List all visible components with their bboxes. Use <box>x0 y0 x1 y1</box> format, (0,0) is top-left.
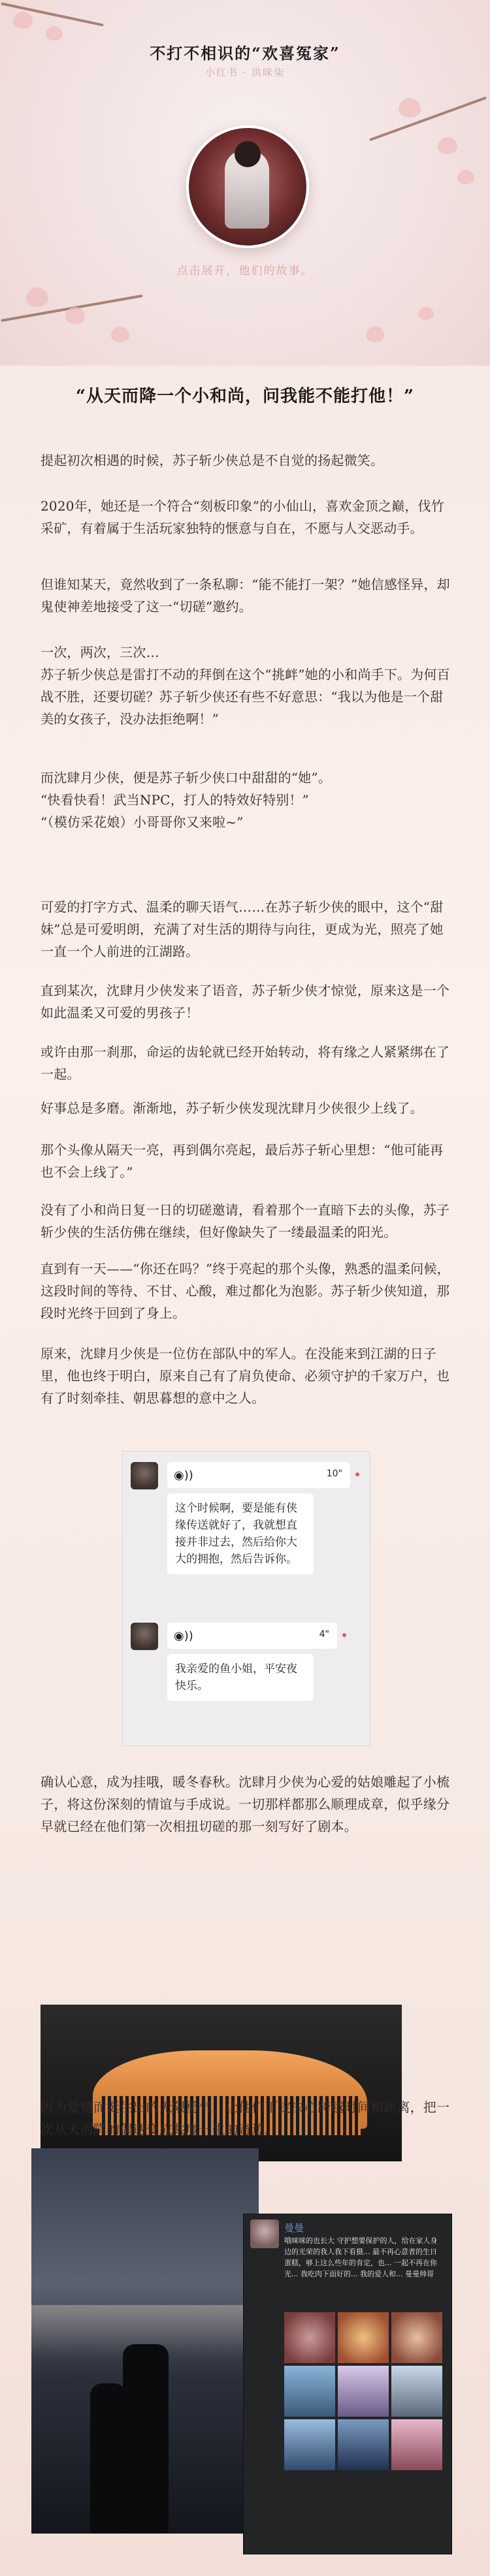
paragraph: 没有了小和尚日复一日的切磋邀请，看着那个一直暗下去的头像，苏子斩少侠的生活仿佛在继续，但好像缺失了一缕最温柔的阳光。 <box>41 1202 450 1240</box>
header-banner <box>0 0 490 366</box>
figure-head <box>235 141 261 167</box>
paragraph: 可爱的打字方式、温柔的聊天语气……在苏子斩少侠的眼中，这个“甜妹”总是可爱明朗，充满了对生活的期待与向往，更成为光，照亮了她一直一个人前进的江湖路。 <box>41 899 444 959</box>
post-photo[interactable] <box>284 2419 335 2470</box>
voice-message[interactable] <box>167 1462 350 1488</box>
voice-duration: 10" <box>326 1469 342 1479</box>
petal <box>13 12 33 29</box>
paragraph: 2020年，她还是一个符合“刻板印象”的小仙山，喜欢金顶之巅，伐竹采矿，有着属于生活玩家独特的惬意与自在，不愿与人交恶动手。 <box>41 498 444 536</box>
petal <box>457 170 474 184</box>
post-avatar <box>250 2219 279 2248</box>
voice-message[interactable] <box>167 1623 337 1649</box>
unread-dot <box>355 1472 359 1476</box>
paragraph: 一次，两次，三次… 苏子斩少侠总是雷打不动的拜倒在这个“挑衅”她的小和尚手下。为何百战不胜，还要切磋？苏子斩少侠还有些不好意思：“我以为他是一个甜美的女孩子，没办法拒绝啊！” <box>41 644 450 727</box>
petal <box>366 326 384 342</box>
petal <box>46 26 63 40</box>
post-photo[interactable] <box>284 2312 335 2363</box>
voice-duration: 4" <box>319 1629 329 1640</box>
paragraph: 直到某次，沈肆月少侠发来了语音，苏子斩少侠才惊觉，原来这是一个如此温柔又可爱的男孩子！ <box>41 983 450 1021</box>
paragraph: 或许由那一刹那，命运的齿轮就已经开始转动，将有缘之人紧紧绑在了一起。 <box>41 1044 450 1082</box>
post-photo[interactable] <box>391 2419 442 2470</box>
social-post-screenshot <box>243 2214 452 2554</box>
post-author: 曼曼 <box>284 2222 304 2234</box>
paragraph: 确认心意，成为挂哦，暖冬春秋。沈肆月少侠为心爱的姑娘雕起了小梳子，将这份深刻的情谊与手成说。一切那样都那么顺理成章，似乎缘分早就已经在他们第一次相扭切磋的那一刻写好了剧本。 <box>41 1774 450 1834</box>
paragraph: 原来，沈肆月少侠是一位仿在部队中的军人。在没能来到江湖的日子里，他也终于明白，原来自己有了肩负使命、必须守护的千家万户，也有了时刻牵挂、朝思暮想的意中之人。 <box>41 1346 450 1406</box>
voice-transcript: 这个时候啊，要是能有侠缘传送就好了，我就想直接并非过去，然后给你大大的拥抱，然后告诉你。 <box>167 1493 314 1574</box>
voice-transcript: 我亲爱的鱼小姐，平安夜快乐。 <box>167 1654 314 1701</box>
story-heading: “从天而降一个小和尚，问我能不能打他！” <box>76 387 414 406</box>
paragraph: 提起初次相遇的时候，苏子斩少侠总是不自觉的扬起微笑。 <box>41 453 384 468</box>
header-subtitle: 小红书 · 洪咪柒 <box>204 67 286 78</box>
paragraph: 但谁知某天，竟然收到了一条私聊：“能不能打一架？”她信感怪异，却鬼使神差地接受了这一“切磋”邀约。 <box>41 577 450 614</box>
petal <box>65 307 85 324</box>
chat-screenshot <box>122 1451 370 1746</box>
voice-wave-icon: ◉)) <box>174 1469 193 1482</box>
post-photo[interactable] <box>284 2366 335 2417</box>
couple-avatar-image <box>186 125 309 248</box>
post-photo[interactable] <box>391 2366 442 2417</box>
unread-dot <box>342 1633 346 1637</box>
chat-avatar <box>131 1462 158 1489</box>
petal <box>418 307 434 320</box>
petal <box>26 287 48 307</box>
blossom-branch <box>369 97 487 142</box>
post-photo[interactable] <box>391 2312 442 2363</box>
header-title: 不打不相识的“欢喜冤家” <box>150 44 340 63</box>
voice-wave-icon: ◉)) <box>174 1629 193 1643</box>
post-photo[interactable] <box>338 2419 389 2470</box>
paragraph: 而沈肆月少侠，便是苏子斩少侠口中甜甜的“她”。 “快看快看！武当NPC，打人的特效好特别！” “（模仿采花娘）小哥哥你又来啦~” <box>41 770 332 830</box>
person-silhouette <box>123 2344 169 2534</box>
paragraph: 好事总是多磨。渐渐地，苏子斩少侠发现沈肆月少侠很少上线了。 <box>41 1100 423 1116</box>
couple-night-photo <box>31 2148 259 2534</box>
header-caption[interactable]: 点击展开，他们的故事。 <box>176 264 314 278</box>
chat-avatar <box>131 1623 158 1650</box>
post-photo[interactable] <box>338 2312 389 2363</box>
petal <box>111 326 129 342</box>
paragraph: 那个头像从隔天一亮，再到偶尔亮起，最后苏子斩心里想：“他可能再也不会上线了。” <box>41 1142 444 1180</box>
post-text: 哦咪咪的也长大 守护想要保护的人，给在家人身边的光荣的我人我下看摄... 最不再心意者的生日蛋糕，够上这么些年的肯定，也... 一起不再在你光... 我吃肉下面好的... 我的爱人和... 曼曼帅哥 <box>284 2236 438 2278</box>
person-silhouette <box>90 2383 126 2534</box>
paragraph: 直到有一天——“你还在吗？”终于亮起的那个头像，熟悉的温柔问候，这段时间的等待、不甘、心酸，难过都化为泡影。苏子斩少侠知道，那段时光终于回到了身上。 <box>41 1261 450 1321</box>
petal <box>438 137 457 154</box>
petal <box>399 98 421 118</box>
post-photo[interactable] <box>338 2366 389 2417</box>
paragraph: 因为爱情而诞生出的无限勇气，让他们下定决心跨越时间和距离，把一次从天而降的偶遇变成共度一生的奇迹。 <box>41 2099 450 2137</box>
